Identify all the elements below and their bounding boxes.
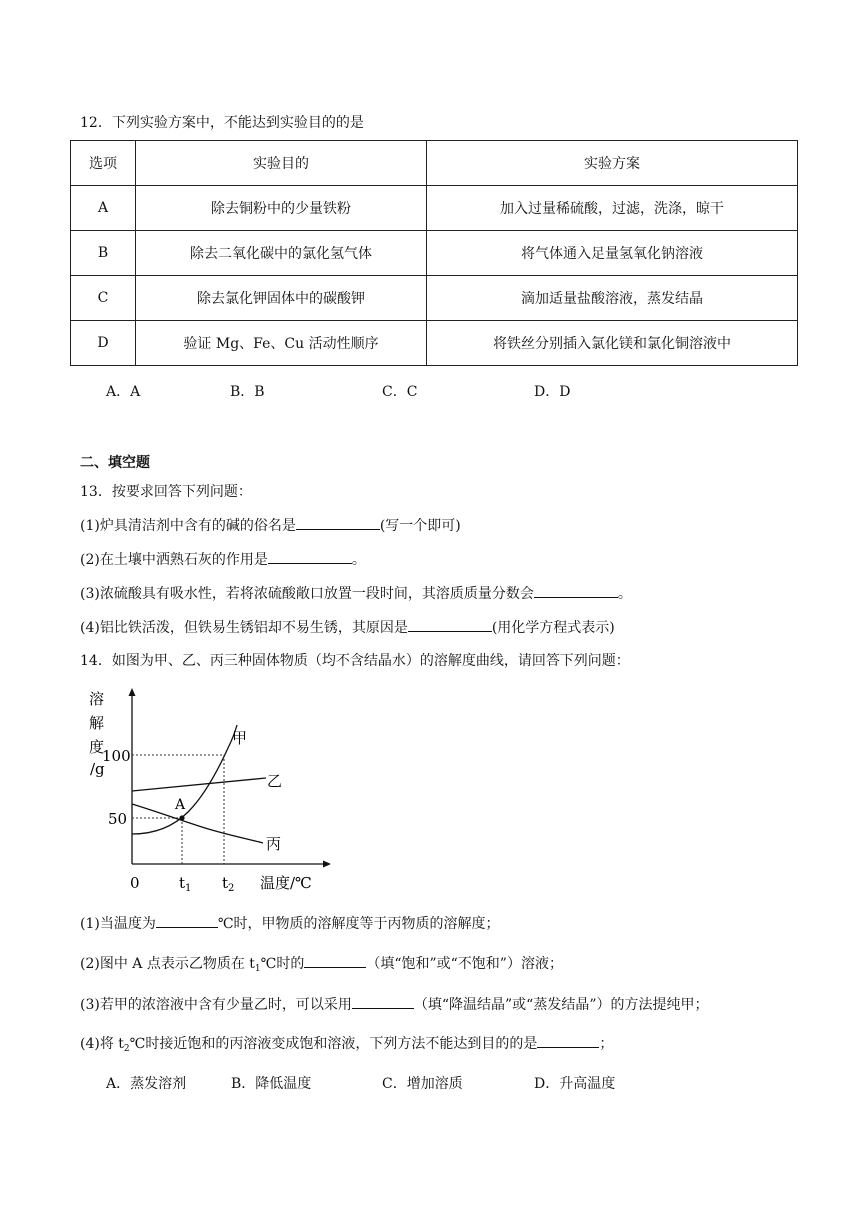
table-row (71, 186, 798, 231)
header-purpose: 实验目的 (136, 141, 427, 186)
q13-part1-note: (写一个即可) (379, 518, 461, 534)
row-option: A (71, 186, 136, 231)
q13-part1-text: (1)炉具清洁剂中含有的碱的俗名是 (80, 518, 296, 534)
point-a (179, 815, 184, 820)
answer-blank[interactable] (156, 913, 218, 928)
axes (129, 688, 332, 868)
q14-part1-text: (1)当温度为 (80, 916, 156, 932)
row-purpose: 除去氯化钾固体中的碳酸钾 (136, 276, 427, 321)
q14-stem: 14．如图为甲、乙、丙三种固体物质（均不含结晶水）的溶解度曲线，请回答下列问题： (80, 653, 630, 669)
y-tick-label-100: 100 (102, 747, 131, 765)
row-plan: 加入过量稀硫酸，过滤，洗涤，晾干 (427, 186, 798, 231)
x-axis-arrow (323, 861, 331, 868)
answer-blank[interactable] (408, 617, 492, 632)
q14-part4 (80, 1033, 613, 1059)
q13-part2 (80, 549, 366, 570)
y-axis-label-1: 溶 (89, 690, 105, 708)
q14-part4-sub: 2 (123, 1044, 130, 1054)
table-row (71, 276, 798, 321)
header-plan: 实验方案 (427, 141, 798, 186)
q14-part1-end: ℃时，甲物质的溶解度等于丙物质的溶解度； (217, 916, 500, 932)
q14-part3-end: （填“降温结晶”或“蒸发结晶”）的方法提纯甲； (413, 997, 709, 1013)
q14-option-d: D．升高温度 (534, 1076, 616, 1092)
q14-part4-end: ； (599, 1036, 614, 1052)
q13-part2-end: 。 (351, 552, 366, 568)
q12-table (70, 140, 798, 366)
q13-stem: 13．按要求回答下列问题： (80, 484, 252, 500)
answer-blank[interactable] (268, 549, 352, 564)
y-axis-label-3: 度 (89, 738, 105, 756)
q14-part1 (80, 913, 500, 934)
q13-part2-text: (2)在土壤中洒熟石灰的作用是 (80, 552, 268, 568)
q12-option-c: C．C (382, 384, 418, 400)
row-option: B (71, 231, 136, 276)
q14-part2-end: （填“饱和”或“不饱和”）溶液； (366, 956, 563, 972)
series-label-jia: 甲 (232, 729, 248, 747)
origin-label: 0 (130, 874, 140, 892)
q13-part1 (80, 515, 461, 536)
q12-option-b: B．B (230, 384, 265, 400)
q14-part4-mid: ℃时接近饱和的丙溶液变成饱和溶液，下列方法不能达到目的的是 (129, 1036, 538, 1052)
table-row (71, 231, 798, 276)
q13-part3 (80, 583, 632, 604)
series-label-bing: 丙 (266, 835, 282, 853)
y-axis-arrow (129, 688, 136, 696)
answer-blank[interactable] (296, 515, 380, 530)
row-plan: 将气体通入足量氢氧化钠溶液 (427, 231, 798, 276)
curve-bing (132, 804, 263, 843)
table-row (71, 321, 798, 366)
y-axis-label-2: 解 (89, 714, 105, 732)
x-tick-label-t2: $t_2$ (222, 874, 235, 894)
point-a-label: A (175, 797, 186, 813)
curve-yi (132, 778, 266, 791)
q14-part2-text: (2)图中 A 点表示乙物质在 t (80, 956, 255, 972)
row-purpose: 除去二氧化碳中的氯化氢气体 (136, 231, 427, 276)
answer-blank[interactable] (352, 994, 414, 1009)
q14-part2-sub: 1 (254, 964, 261, 974)
table-header-row (71, 141, 798, 186)
row-purpose: 除去铜粉中的少量铁粉 (136, 186, 427, 231)
q14-option-b: B．降低温度 (231, 1076, 312, 1092)
answer-blank[interactable] (304, 953, 366, 968)
y-axis-label-4: /g (90, 760, 105, 778)
q14-part2 (80, 953, 563, 979)
q14-part3 (80, 994, 708, 1015)
q13-part4-note: (用化学方程式表示) (491, 620, 615, 636)
q14-part3-text: (3)若甲的浓溶液中含有少量乙时，可以采用 (80, 997, 352, 1013)
q13-part4 (80, 617, 615, 638)
q12-stem: 12．下列实验方案中，不能达到实验目的的是 (80, 115, 364, 131)
q14-part2-mid: ℃时的 (260, 956, 305, 972)
q14-part4-text: (4)将 t (80, 1036, 124, 1052)
section-title: 二、填空题 (80, 455, 150, 471)
solubility-chart (80, 682, 340, 897)
x-axis-label: 温度/℃ (260, 874, 312, 892)
x-tick-label-t1: $t_1$ (179, 874, 192, 894)
row-plan: 滴加适量盐酸溶液，蒸发结晶 (427, 276, 798, 321)
row-option: D (71, 321, 136, 366)
answer-blank[interactable] (537, 1033, 599, 1048)
row-option: C (71, 276, 136, 321)
q13-part3-end: 。 (617, 586, 632, 602)
q12-option-d: D．D (534, 384, 571, 400)
series-label-yi: 乙 (267, 772, 283, 790)
q13-part4-text: (4)铝比铁活泼，但铁易生锈铝却不易生锈，其原因是 (80, 620, 408, 636)
q14-option-a: A．蒸发溶剂 (106, 1076, 187, 1092)
header-option: 选项 (71, 141, 136, 186)
q13-part3-text: (3)浓硫酸具有吸水性，若将浓硫酸敞口放置一段时间，其溶质质量分数会 (80, 586, 534, 602)
answer-blank[interactable] (534, 583, 618, 598)
y-tick-label-50: 50 (108, 810, 128, 828)
row-plan: 将铁丝分别插入氯化镁和氯化铜溶液中 (427, 321, 798, 366)
q14-option-c: C．增加溶质 (382, 1076, 463, 1092)
q12-option-a: A．A (106, 384, 141, 400)
row-purpose: 验证 Mg、Fe、Cu 活动性顺序 (136, 321, 427, 366)
